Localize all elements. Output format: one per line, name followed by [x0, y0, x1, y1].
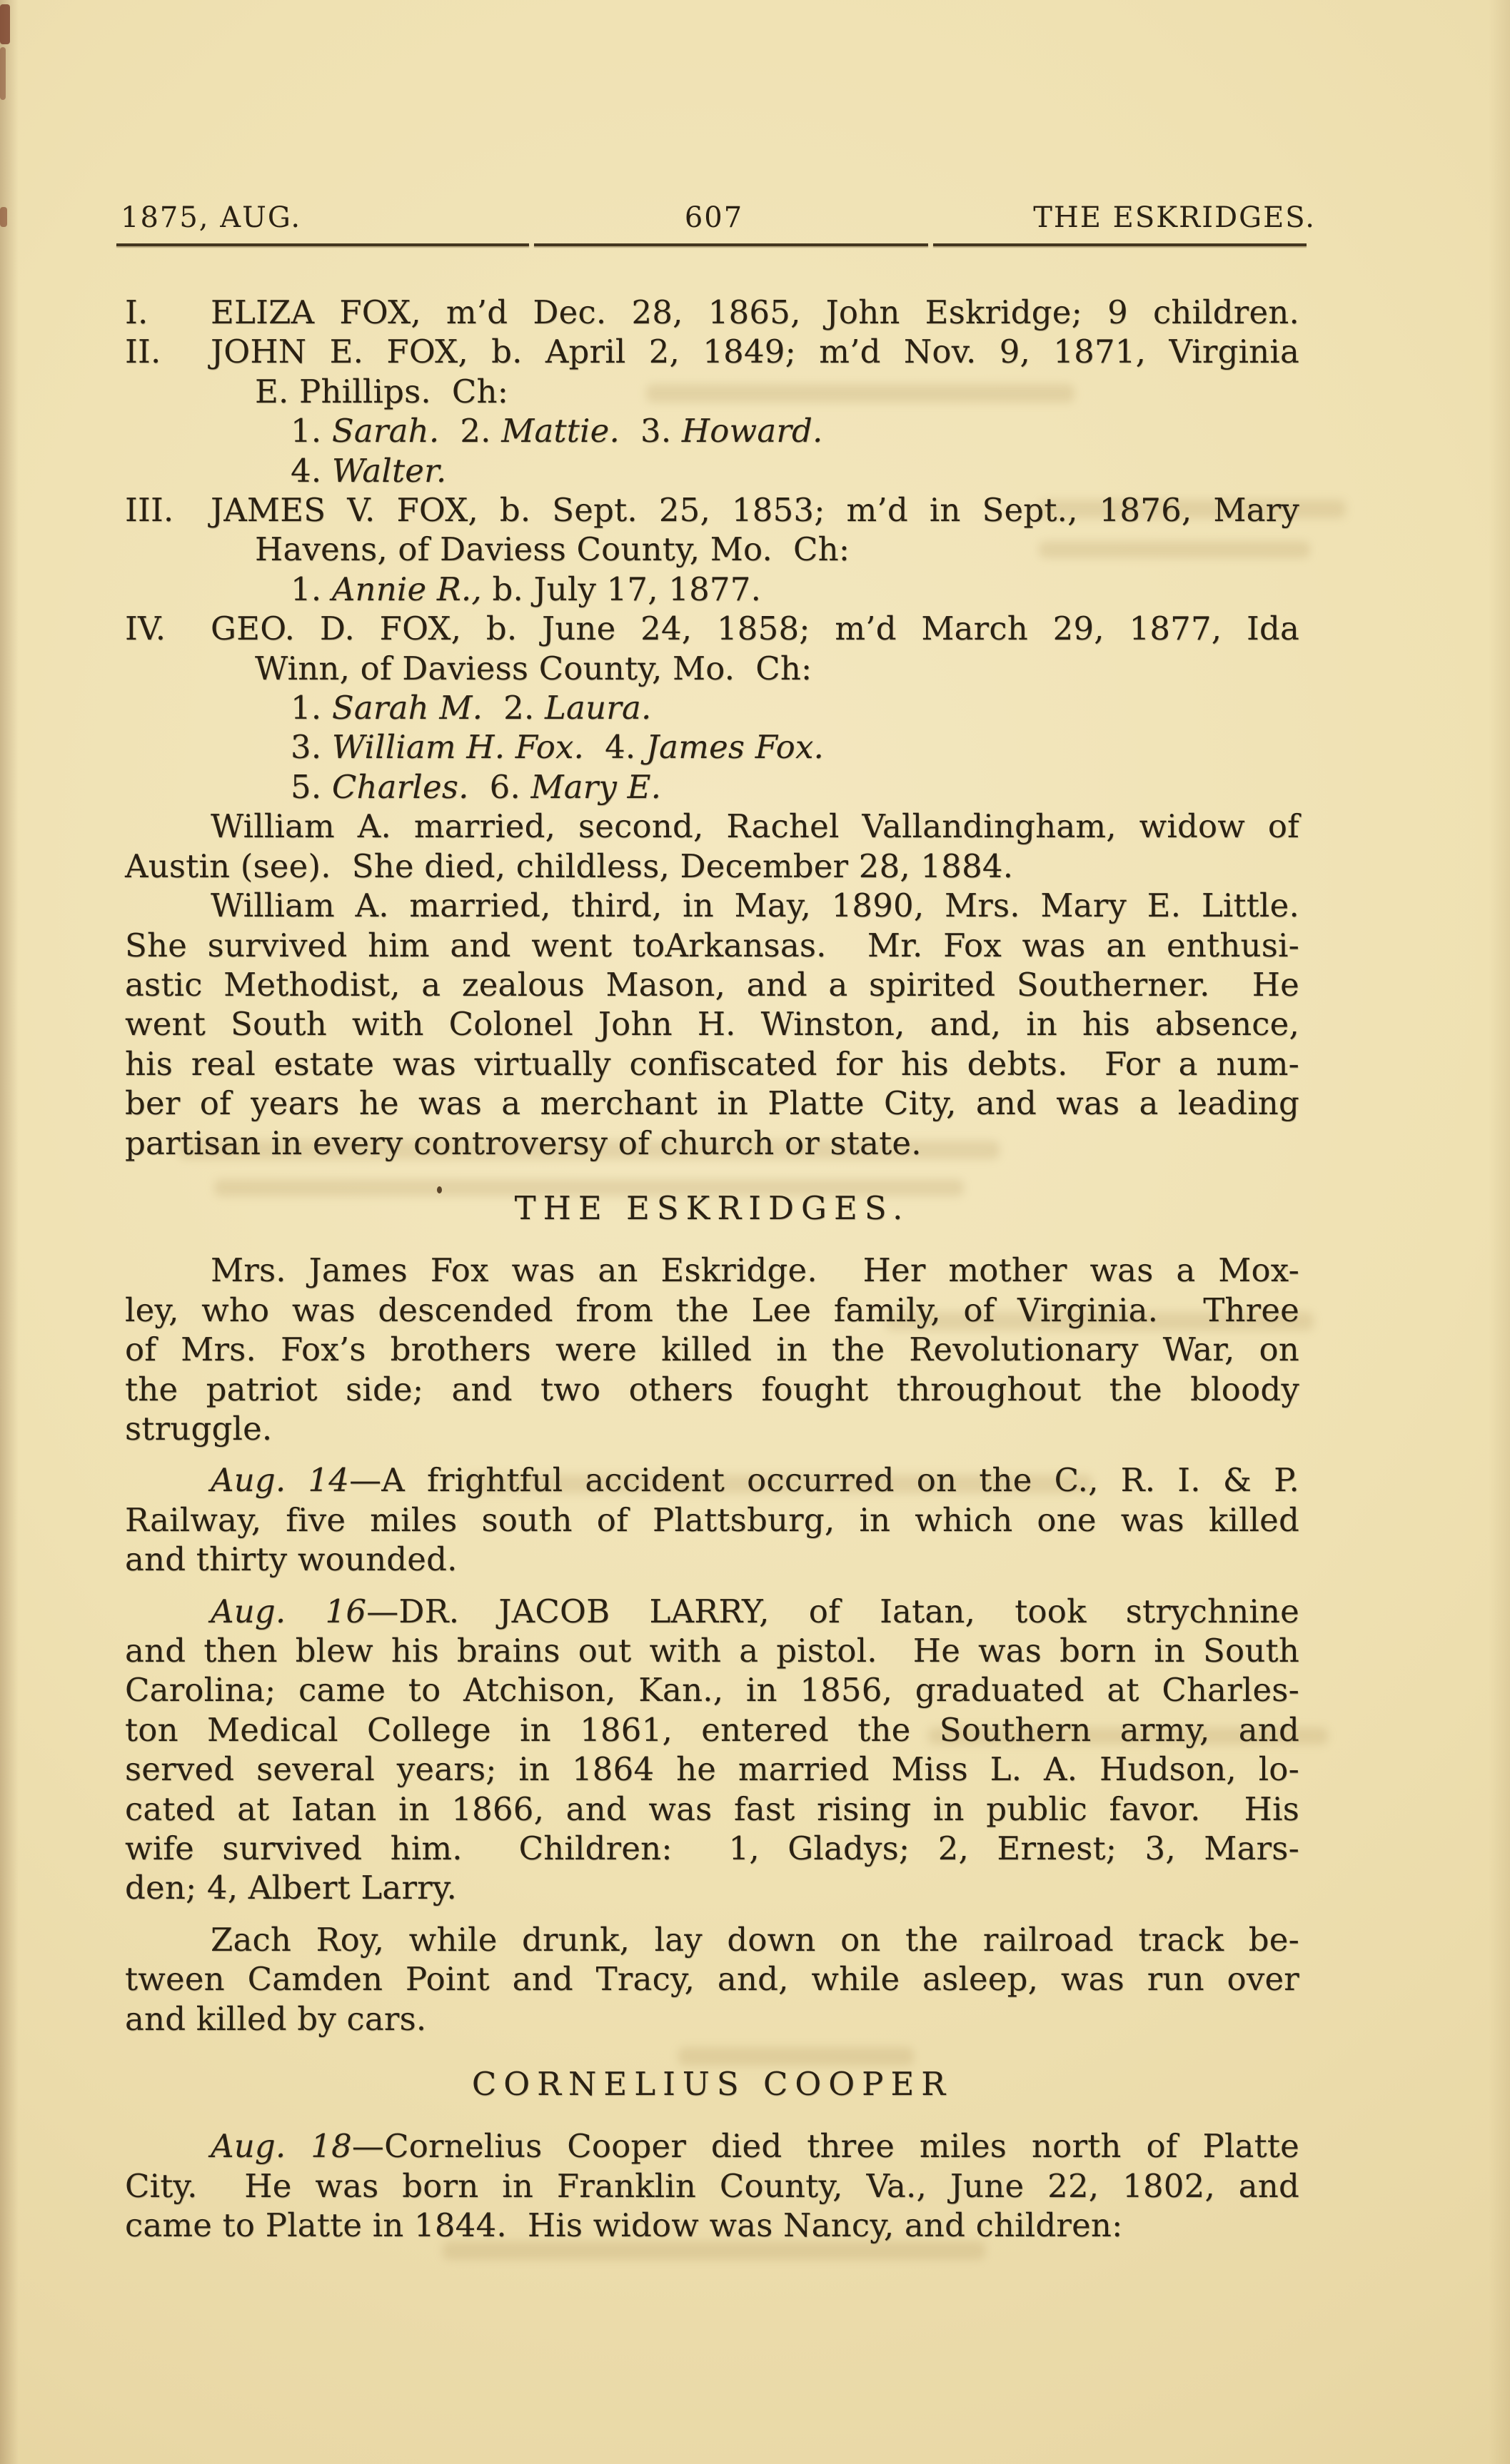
text-line — [125, 965, 1299, 1004]
header-page-number: 607 — [684, 201, 744, 234]
header-rule-segment — [534, 243, 928, 246]
text-line — [291, 688, 1299, 727]
header-date: 1875, AUG. — [121, 201, 302, 234]
roman-numeral: I. — [125, 293, 149, 331]
line-text: —Cornelius Cooper died three miles north of Platte — [351, 2127, 1299, 2166]
line-text: GEO. D. FOX, b. June 24, 1858; m’d March 29, 1877, Ida — [211, 610, 1299, 648]
page-header — [121, 201, 1316, 236]
line-text: William A. married, second, Rachel Vallandingham, widow of — [211, 807, 1299, 846]
line-text: 2. — [439, 412, 502, 450]
line-text: She survived him and went toArkansas. Mr. Fox was an enthusi- — [125, 926, 1299, 964]
text-line — [125, 1409, 1299, 1448]
line-text: 6. — [468, 767, 531, 806]
line-text: den; 4, Albert Larry. — [125, 1869, 458, 1907]
line-text: ELIZA FOX, m’d Dec. 28, 1865, John Eskridge; 9 children. — [211, 293, 1299, 331]
line-text: JOHN E. FOX, b. April 2, 1849; m’d Nov. 9, 1871, Virginia — [211, 333, 1299, 371]
text-line — [125, 886, 1299, 925]
roman-numeral: II. — [125, 333, 161, 371]
text-line — [125, 2126, 1299, 2166]
line-text: Railway, five miles south of Plattsburg, in which one was killed — [125, 1500, 1299, 1539]
text-line — [125, 490, 1299, 530]
text-line — [125, 332, 1299, 371]
text-line — [125, 807, 1299, 846]
line-text: 4. — [291, 451, 332, 490]
line-text: Carolina; came to Atchison, Kan., in 1856, graduated at Charles- — [125, 1671, 1299, 1710]
line-text: and killed by cars. — [125, 1999, 427, 2038]
line-text: JAMES V. FOX, b. Sept. 25, 1853; m’d in Sept., 1876, Mary — [211, 491, 1299, 530]
line-text: struggle. — [125, 1409, 273, 1448]
header-rule-segment — [933, 243, 1307, 246]
line-text: Zach Roy, while drunk, lay down on the railroad track be- — [211, 1920, 1299, 1959]
gutter-mark — [0, 4, 10, 44]
line-text: tween Camden Point and Tracy, and, while asleep, was run over — [125, 1960, 1299, 1999]
roman-numeral: IV. — [125, 610, 166, 648]
line-text: 5. — [291, 767, 332, 806]
line-text: Havens, of Daviess County, Mo. Ch: — [255, 530, 850, 569]
text-line — [125, 609, 1299, 648]
text-line — [125, 1044, 1299, 1084]
text-line — [125, 293, 1299, 332]
line-text: went South with Colonel John H. Winston, and, in his absence, — [125, 1005, 1299, 1044]
text-line — [125, 1460, 1299, 1500]
line-text: Annie R., — [331, 570, 482, 608]
text-line — [125, 1749, 1299, 1789]
text-line — [125, 1330, 1299, 1369]
line-text: 3. — [291, 728, 332, 767]
text-line — [125, 1004, 1299, 1044]
line-text: cated at Iatan in 1866, and was fast rising in public favor. His — [125, 1789, 1299, 1828]
line-text: partisan in every controversy of church or state. — [125, 1124, 922, 1162]
text-line — [291, 411, 1299, 450]
text-line — [125, 1631, 1299, 1670]
line-text: Aug. 16 — [211, 1592, 367, 1630]
line-text: Austin (see). She died, childless, December 28, 1884. — [125, 847, 1014, 885]
line-text: James Fox. — [645, 728, 825, 767]
line-text: served several years; in 1864 he married Miss L. A. Hudson, lo- — [125, 1750, 1299, 1789]
line-text: b. July 17, 1877. — [481, 570, 762, 608]
text-line — [125, 1670, 1299, 1710]
text-line — [291, 727, 1299, 767]
text-line — [125, 1084, 1299, 1123]
line-text: Sarah M. — [331, 689, 483, 727]
text-line — [291, 570, 1299, 609]
line-text: Sarah. — [331, 412, 440, 450]
text-line — [125, 1710, 1299, 1749]
line-text: 2. — [483, 689, 545, 727]
text-line — [125, 1999, 1299, 2039]
text-line — [125, 1789, 1299, 1829]
roman-numeral: III. — [125, 491, 174, 530]
line-text: Walter. — [331, 451, 447, 490]
text-line — [255, 649, 1299, 688]
body-text — [125, 293, 1299, 2246]
text-line — [125, 1540, 1299, 1579]
text-line — [125, 2206, 1299, 2245]
header-running-title: THE ESKRIDGES. — [1033, 201, 1316, 234]
text-line — [125, 926, 1299, 965]
line-text: 1. — [291, 689, 332, 727]
page-edge-shadow — [1489, 0, 1510, 2464]
line-text: Winn, of Daviess County, Mo. Ch: — [255, 649, 812, 687]
line-text: came to Platte in 1844. His widow was Nancy, and children: — [125, 2206, 1123, 2245]
section-heading-eskridges: THE ESKRIDGES. — [514, 1188, 910, 1227]
line-text: —A frightful accident occurred on the C., R. I. & P. — [349, 1461, 1299, 1500]
line-text: his real estate was virtually confiscated for his debts. For a num- — [125, 1044, 1299, 1083]
line-text: 3. — [620, 412, 682, 450]
line-text: William H. Fox. — [331, 728, 585, 767]
gutter-mark — [0, 207, 7, 227]
text-line — [125, 1251, 1299, 1290]
line-text: 1. — [291, 412, 332, 450]
line-text: —DR. JACOB LARRY, of Iatan, took strychnine — [366, 1592, 1299, 1630]
line-text: 4. — [584, 728, 646, 767]
header-rule-segment — [116, 243, 529, 246]
line-text: ber of years he was a merchant in Platte City, and was a leading — [125, 1084, 1299, 1123]
line-text: Mattie. — [501, 412, 620, 450]
text-line — [291, 451, 1299, 490]
line-text: and then blew his brains out with a pistol. He was born in South — [125, 1632, 1299, 1670]
line-text: Aug. 14 — [211, 1461, 350, 1500]
line-text: William A. married, third, in May, 1890, Mrs. Mary E. Little. — [211, 887, 1299, 925]
line-text: Charles. — [331, 767, 469, 806]
text-line — [125, 2166, 1299, 2206]
line-text: Aug. 18 — [211, 2127, 352, 2166]
text-line — [125, 1920, 1299, 1959]
line-text: City. He was born in Franklin County, Va., June 22, 1802, and — [125, 2166, 1299, 2205]
line-text: Mary E. — [530, 767, 662, 806]
text-line — [255, 372, 1299, 411]
text-line — [125, 1370, 1299, 1409]
text-line — [125, 1868, 1299, 1907]
text-line — [125, 1500, 1299, 1540]
line-text: E. Phillips. Ch: — [255, 372, 509, 410]
line-text: and thirty wounded. — [125, 1540, 458, 1579]
page-gutter-shadow — [0, 0, 19, 2464]
line-text: wife survived him. Children: 1, Gladys; 2, Ernest; 3, Mars- — [125, 1829, 1299, 1868]
text-line — [125, 1959, 1299, 1999]
line-text: ton Medical College in 1861, entered the Southern army, and — [125, 1710, 1299, 1749]
line-text: of Mrs. Fox’s brothers were killed in the Revolutionary War, on — [125, 1331, 1299, 1369]
line-text: Mrs. James Fox was an Eskridge. Her mother was a Mox- — [211, 1251, 1299, 1290]
line-text: 1. — [291, 570, 332, 608]
text-line — [125, 1829, 1299, 1868]
text-line — [125, 1291, 1299, 1330]
line-text: astic Methodist, a zealous Mason, and a spirited Southerner. He — [125, 965, 1299, 1004]
line-text: Howard. — [681, 412, 823, 450]
text-line — [125, 1592, 1299, 1631]
text-line — [125, 1124, 1299, 1163]
line-text: ley, who was descended from the Lee family, of Virginia. Three — [125, 1291, 1299, 1329]
line-text: the patriot side; and two others fought throughout the bloody — [125, 1370, 1299, 1408]
text-line — [255, 530, 1299, 569]
header-rule — [116, 243, 1312, 247]
text-line — [125, 847, 1299, 886]
gutter-mark — [0, 47, 6, 100]
text-line — [291, 767, 1299, 807]
line-text: Laura. — [544, 689, 652, 727]
section-heading-cooper: CORNELIUS COOPER — [471, 2065, 953, 2104]
